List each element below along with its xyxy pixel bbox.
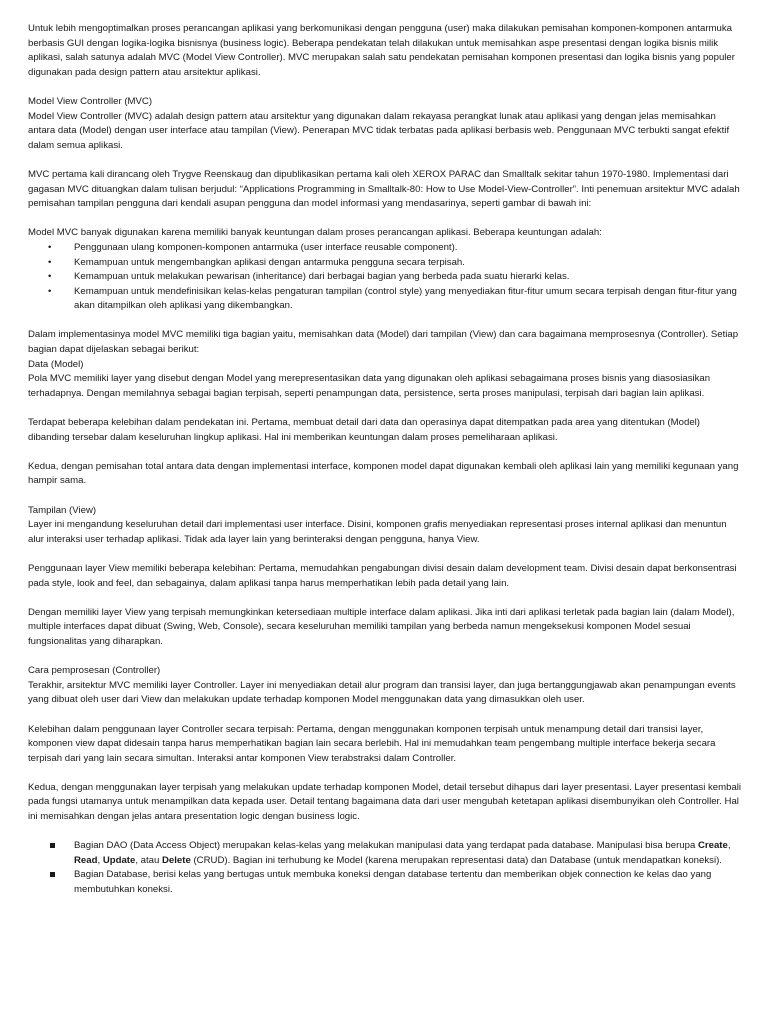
mvc-history: MVC pertama kali dirancang oleh Trygve Reenskaug dan dipublikasikan pertama kali oleh XEROX PARAC dan Smalltalk sekitar tahun 1970-1980. Implementasi dari gagasan MVC dituangkan dalam tulisan berjudul: “Applications Programming in Smalltalk-80: How to Use Model-View-Controller”. Inti penemuan arsitektur MVC adalah pemisahan tampilan pengguna dari kendali asupan pengguna dan model informasi yang mendasarinya, seperti gambar di bawah ini: [28, 168, 740, 210]
bullet-icon: • [48, 271, 52, 283]
list-item: • Kemampuan untuk melakukan pewarisan (inheritance) dari berbagai bagian yang berbeda pada suatu hierarki kelas. [28, 270, 742, 285]
model-advantage-2: Kedua, dengan pemisahan total antara data dengan implementasi interface, komponen model dapat digunakan kembali oleh aplikasi lain yang memiliki kegunaan yang hampir sama. [28, 460, 739, 487]
model-advantage-1: Terdapat beberapa kelebihan dalam pendekatan ini. Pertama, membuat detail dari data dan operasinya dapat ditempatkan pada area yang ditentukan (Model) dibanding tersebar dalam keseluruhan lingkup aplikasi. Hal ini memberikan keuntungan dalam proses pemeliharaan aplikasi. [28, 417, 701, 443]
mvc-heading: Model View Controller (MVC) [28, 95, 153, 107]
bullet-icon: • [48, 285, 52, 297]
bullet-icon: • [48, 256, 52, 268]
list-item: • Kemampuan untuk mendefinisikan kelas-kelas pengaturan tampilan (control style) yang menyediakan fitur-fitur umum secara terpisah dengan fitur-fitur yang akan ditampilkan oleh aplikasi yang dikembangkan. [48, 285, 737, 312]
view-advantage-2: Dengan memiliki layer View yang terpisah memungkinkan ketersediaan multiple interface dalam aplikasi. Jika inti dari aplikasi terletak pada bagian lain (dalam Model), multiple interfaces dapat dibuat (Swing, Web, Console), secara keseluruhan memiliki tampilan yang berbeda namun mengeksekusi komponen Model sesuai fungsionalitas yang diharapkan. [28, 606, 735, 647]
square-bullet-icon [50, 872, 55, 877]
list-item: • Penggunaan ulang komponen-komponen antarmuka (user interface reusable component). [28, 241, 742, 256]
model-description: Pola MVC memiliki layer yang disebut dengan Model yang merepresentasikan data yang digunakan oleh aplikasi sebagaimana proses bisnis yang diasosiasikan terhadapnya. Dengan memilahnya sebagai bagian terpisah, seperti penampungan data, persistence, serta proses manipulasi, terpisah dari bagian lain aplikasi. [28, 373, 711, 399]
components-list [28, 839, 742, 897]
controller-advantage-1: Kelebihan dalam penggunaan layer Controller secara terpisah: Pertama, dengan menggunakan komponen terpisah untuk menampung detail dari transisi layer, komponen view dapat didesain tanpa harus memperhatikan bagian lain secara berlebih. Hal ini memudahkan team pengembang multiple interface bekerja secara terpisah dari yang lain secara simultan. Interaksi antar komponen View terabstraksi dalam Controller. [28, 723, 716, 764]
square-bullet-icon [50, 843, 55, 848]
implementation-intro: Dalam implementasinya model MVC memiliki tiga bagian yaitu, memisahkan data (Model) dari tampilan (View) dan cara bagaimana memprosesnya (Controller). Setiap bagian dapat dijelaskan sebagai berikut: [28, 329, 739, 356]
intro-paragraph: Untuk lebih mengoptimalkan proses perancangan aplikasi yang berkomunikasi dengan pengguna (user) maka dilakukan pemisahan komponen-komponen antarmuka berbasis GUI dengan logika-logika bisnisnya (business logic). Beberapa pendekatan telah dilakukan untuk memisahkan aspe presentasi dengan logika bisnis milik aplikasi, salah satunya adalah MVC (Model View Controller). MVC merupakan salah satu pendekatan pemisahan komponen presentasi dan logika bisnis yang populer digunakan pada design pattern atau arsitektur aplikasi. [28, 23, 735, 78]
advantages-list [28, 241, 742, 314]
view-description: Layer ini mengandung keseluruhan detail dari implementasi user interface. Disini, komponen grafis menyediakan representasi proses internal aplikasi dan menuntun alur interaksi user terhadap aplikasi. Tidak ada layer lain yang berinteraksi dengan pengguna, hanya View. [28, 519, 727, 545]
mvc-definition: Model View Controller (MVC) adalah design pattern atau arsitektur yang digunakan dalam rekayasa perangkat lunak atau aplikasi yang dengan jelas memisahkan antara data (Model) dengan user interface atau tampilan (View). Penerapan MVC tidak terbatas pada aplikasi berbasis web. Penggunaan MVC terbukti sangat efektif dalam semua aplikasi. [28, 110, 730, 151]
model-heading: Data (Model) [28, 358, 84, 370]
list-item-dao: Bagian DAO (Data Access Object) merupakan kelas-kelas yang melakukan manipulasi data yang terdapat pada database. Manipulasi bisa berupa Create, Read, Update, atau Delete (CRUD). Bagian ini terhubung ke Model (karena merupakan representasi data) dan Database (untuk mendapatkan koneksi). [28, 839, 742, 868]
advantages-intro: Model MVC banyak digunakan karena memiliki banyak keuntungan dalam proses perancangan aplikasi. Beberapa keuntungan adalah: [28, 227, 602, 239]
controller-description: Terakhir, arsitektur MVC memiliki layer Controller. Layer ini menyediakan detail alur program dan transisi layer, dan juga bertanggungjawab akan penampungan events yang dibuat oleh user dari View dan melakukan update terhadap komponen Model menggunakan data yang dimasukkan oleh user. [28, 679, 736, 706]
view-advantage-1: Penggunaan layer View memiliki beberapa kelebihan: Pertama, memudahkan pengabungan divisi desain dalam development team. Divisi desain dapat berkonsentrasi pada style, look and feel, dan sebagainya, dalam aplikasi tanpa harus memperhatikan lebih pada detail yang lain. [28, 562, 737, 589]
controller-heading: Cara pemprosesan (Controller) [28, 665, 161, 677]
view-heading: Tampilan (View) [28, 504, 97, 516]
list-item: • Kemampuan untuk mengembangkan aplikasi dengan antarmuka pengguna secara terpisah. [28, 256, 742, 271]
bullet-icon: • [48, 241, 52, 253]
controller-advantage-2: Kedua, dengan menggunakan layer terpisah yang melakukan update terhadap komponen Model, detail tersebut dihapus dari layer presentasi. Layer presentasi kembali pada fungsi utamanya untuk menampilkan data kepada user. Detail tentang bagaimana data dari user mengubah ketetapan aplikasi disembunyikan oleh Controller. Hal ini memisahkan dengan jelas antara presentation logic dengan business logic. [28, 781, 742, 823]
list-item-database: Bagian Database, berisi kelas yang bertugas untuk membuka koneksi dengan database tertentu dan memberikan objek connection ke kelas dao yang membutuhkan koneksi. [28, 868, 742, 897]
